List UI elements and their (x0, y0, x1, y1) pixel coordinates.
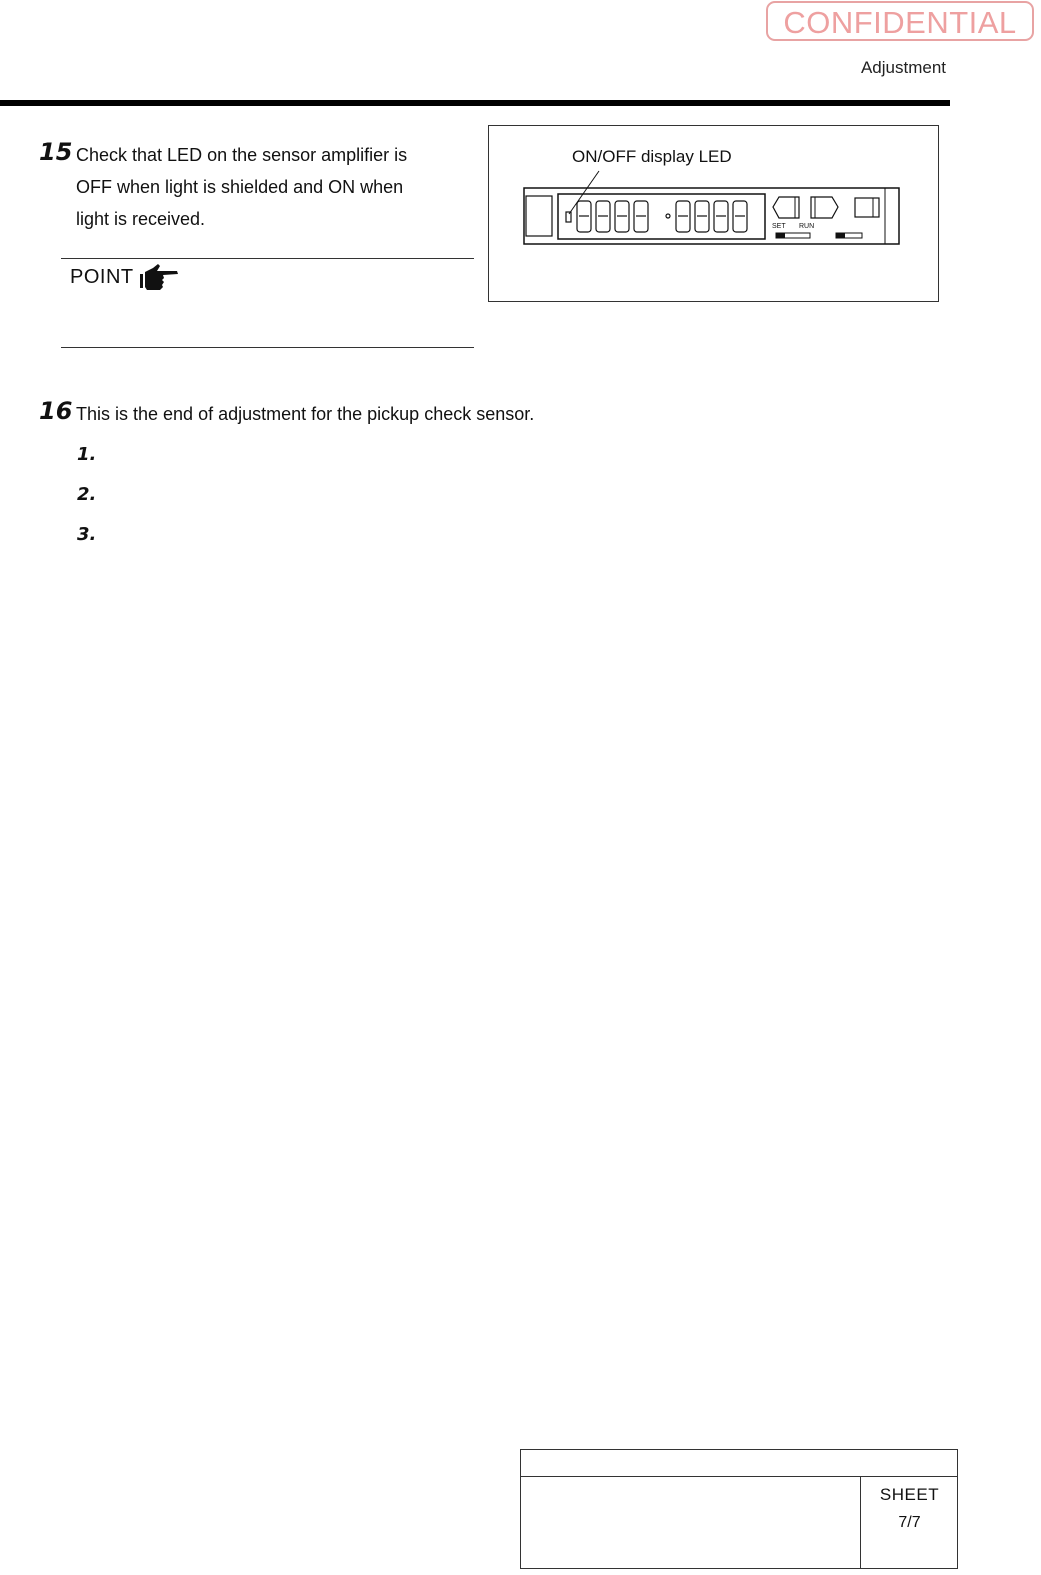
title-block-top-row (521, 1450, 957, 1477)
on-off-led-callout: ON/OFF display LED (572, 147, 732, 166)
step-number-15: 15 (39, 138, 73, 166)
header-rule (0, 100, 950, 106)
step-number-16: 16 (39, 397, 73, 425)
point-top-rule (61, 258, 474, 259)
step-15-line-3: light is received. (76, 209, 206, 229)
step-16-line-1: This is the end of adjustment for the pickup check sensor. (76, 404, 535, 424)
step-15-text (76, 139, 407, 235)
step-15-line-2: OFF when light is shielded and ON when (76, 177, 404, 197)
confidential-stamp: CONFIDENTIAL (766, 1, 1034, 41)
sheet-label: SHEET (879, 1485, 940, 1504)
title-block (520, 1449, 958, 1569)
section-header: Adjustment (860, 58, 946, 77)
point-label: POINT (70, 266, 134, 288)
sensor-amplifier-drawing (489, 126, 938, 301)
substep-1: 1. (77, 444, 97, 465)
sheet-cell (860, 1477, 958, 1568)
substep-2: 2. (77, 484, 97, 505)
sheet-number: 7/7 (898, 1514, 921, 1531)
run-label: RUN (799, 223, 815, 230)
step-15-line-1: Check that LED on the sensor amplifier is (76, 145, 408, 165)
set-label: SET (772, 223, 786, 230)
pointing-hand-icon (139, 262, 181, 292)
substep-3: 3. (77, 524, 97, 545)
point-bottom-rule (61, 347, 474, 348)
sensor-amplifier-figure (488, 125, 939, 302)
